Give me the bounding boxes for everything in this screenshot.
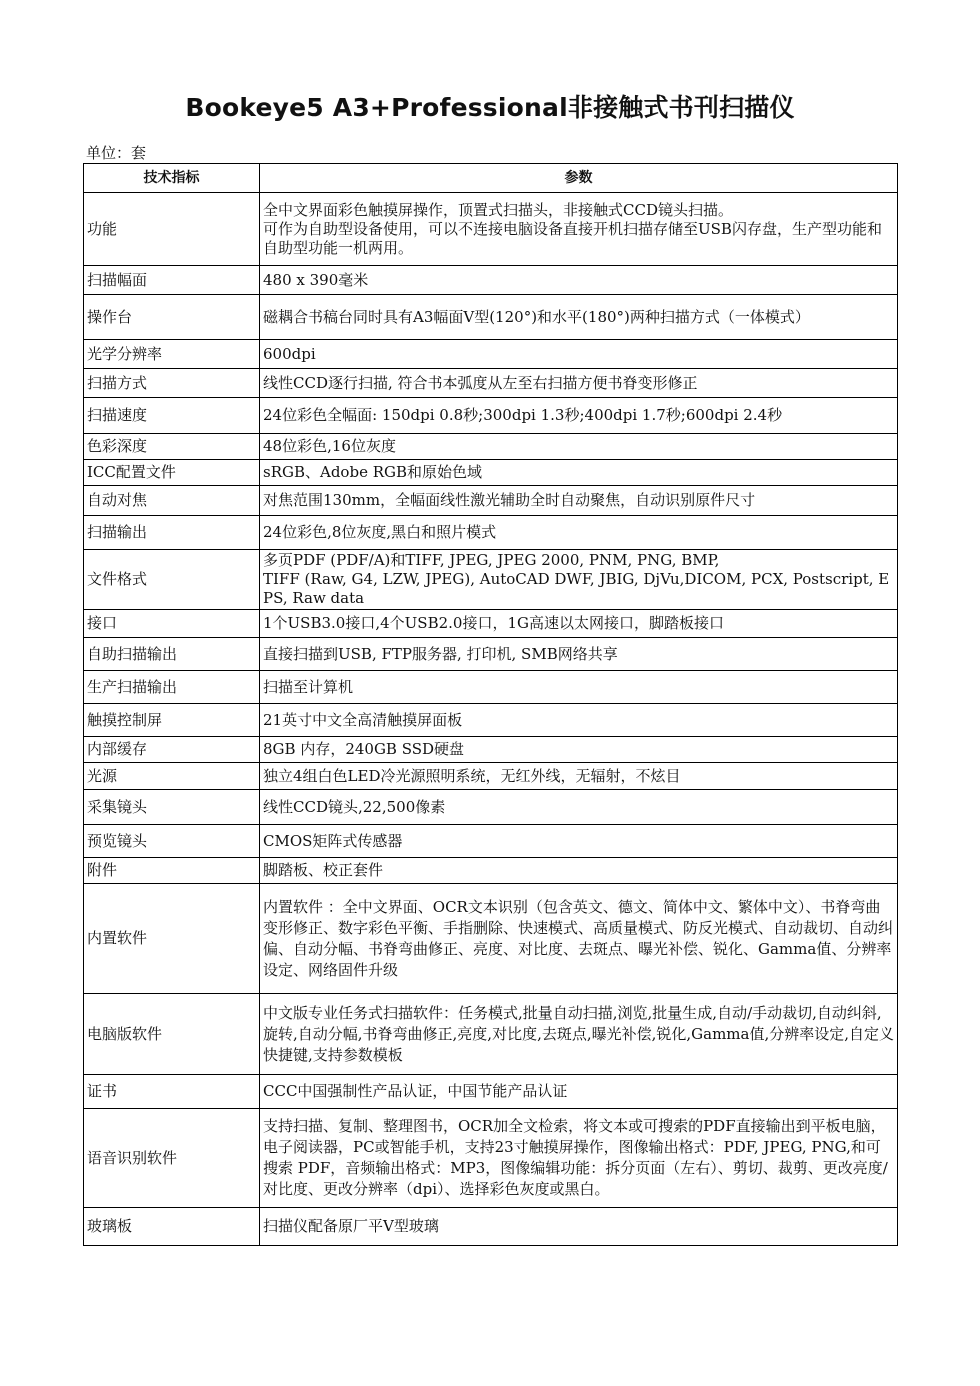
spec-table bbox=[83, 163, 898, 1246]
table-row bbox=[84, 763, 898, 790]
row-value: 线性CCD镜头,22,500像素 bbox=[260, 790, 898, 825]
row-label: 内部缓存 bbox=[84, 737, 260, 763]
table-row bbox=[84, 858, 898, 884]
header-parameter: 参数 bbox=[260, 164, 898, 193]
table-row bbox=[84, 486, 898, 516]
table-row bbox=[84, 340, 898, 369]
table-row bbox=[84, 516, 898, 550]
page-title: Bookeye5 A3+Professional非接触式书刊扫描仪 bbox=[185, 93, 795, 122]
row-label: 光源 bbox=[84, 763, 260, 790]
table-row bbox=[84, 790, 898, 825]
row-value: 24位彩色,8位灰度,黑白和照片模式 bbox=[260, 516, 898, 550]
row-label: 语音识别软件 bbox=[84, 1109, 260, 1208]
row-value: 中文版专业任务式扫描软件：任务模式,批量自动扫描,浏览,批量生成,自动/手动裁切,自动纠斜,旋转,自动分幅,书脊弯曲修正,亮度,对比度,去斑点,曝光补偿,锐化,Gamma值,分辨率设定,自定义快捷键,支持参数模板 bbox=[260, 994, 898, 1075]
table-row bbox=[84, 1109, 898, 1208]
row-value: 扫描仪配备原厂平V型玻璃 bbox=[260, 1208, 898, 1246]
table-row bbox=[84, 266, 898, 295]
header-indicator: 技术指标 bbox=[84, 164, 260, 193]
table-row bbox=[84, 638, 898, 671]
row-value: 扫描至计算机 bbox=[260, 671, 898, 704]
table-row bbox=[84, 994, 898, 1075]
row-label: 扫描速度 bbox=[84, 398, 260, 434]
row-label: 文件格式 bbox=[84, 550, 260, 610]
table-row bbox=[84, 1075, 898, 1109]
row-value: 48位彩色,16位灰度 bbox=[260, 434, 898, 460]
row-label: 功能 bbox=[84, 193, 260, 266]
row-value: 直接扫描到USB, FTP服务器, 打印机, SMB网络共享 bbox=[260, 638, 898, 671]
row-label: 扫描输出 bbox=[84, 516, 260, 550]
row-value: 1个USB3.0接口,4个USB2.0接口，1G高速以太网接口，脚踏板接口 bbox=[260, 610, 898, 638]
row-value: 磁耦合书稿台同时具有A3幅面V型(120°)和水平(180°)两种扫描方式（一体模式） bbox=[260, 295, 898, 340]
table-row bbox=[84, 884, 898, 994]
table-row bbox=[84, 460, 898, 486]
table-row bbox=[84, 671, 898, 704]
row-label: 采集镜头 bbox=[84, 790, 260, 825]
row-label: 证书 bbox=[84, 1075, 260, 1109]
table-header-row bbox=[84, 164, 898, 193]
row-value: 8GB 内存，240GB SSD硬盘 bbox=[260, 737, 898, 763]
row-label: 自助扫描输出 bbox=[84, 638, 260, 671]
row-label: ICC配置文件 bbox=[84, 460, 260, 486]
row-label: 接口 bbox=[84, 610, 260, 638]
row-label: 触摸控制屏 bbox=[84, 704, 260, 737]
row-label: 光学分辨率 bbox=[84, 340, 260, 369]
table-row bbox=[84, 825, 898, 858]
row-value: 脚踏板、校正套件 bbox=[260, 858, 898, 884]
row-label: 色彩深度 bbox=[84, 434, 260, 460]
row-value: 独立4组白色LED冷光源照明系统，无红外线，无辐射，不炫目 bbox=[260, 763, 898, 790]
row-value: 全中文界面彩色触摸屏操作，顶置式扫描头，非接触式CCD镜头扫描。 可作为自助型设备使用，可以不连接电脑设备直接开机扫描存储至USB闪存盘，生产型功能和自助型功能一机两用。 bbox=[260, 193, 898, 266]
row-label: 内置软件 bbox=[84, 884, 260, 994]
table-row bbox=[84, 193, 898, 266]
table-row bbox=[84, 737, 898, 763]
row-label: 玻璃板 bbox=[84, 1208, 260, 1246]
row-value: 内置软件 ：全中文界面、OCR文本识别（包含英文、德文、简体中文、繁体中文）、书脊弯曲变形修正、数字彩色平衡、手指删除、快速模式、高质量模式、防反光模式、自动裁切、自动纠偏、自动分幅、书脊弯曲修正、亮度、对比度、去斑点、曝光补偿、锐化、Gamma值、分辨率设定、网络固件升级 bbox=[260, 884, 898, 994]
row-value: 600dpi bbox=[260, 340, 898, 369]
table-row bbox=[84, 369, 898, 398]
row-label: 自动对焦 bbox=[84, 486, 260, 516]
row-value: 对焦范围130mm，全幅面线性激光辅助全时自动聚焦，自动识别原件尺寸 bbox=[260, 486, 898, 516]
row-value: 21英寸中文全高清触摸屏面板 bbox=[260, 704, 898, 737]
row-value: CMOS矩阵式传感器 bbox=[260, 825, 898, 858]
table-row bbox=[84, 295, 898, 340]
table-row bbox=[84, 610, 898, 638]
row-value: CCC中国强制性产品认证，中国节能产品认证 bbox=[260, 1075, 898, 1109]
row-value: 480 x 390毫米 bbox=[260, 266, 898, 295]
row-label: 电脑版软件 bbox=[84, 994, 260, 1075]
row-label: 扫描方式 bbox=[84, 369, 260, 398]
row-value: 多页PDF (PDF/A)和TIFF, JPEG, JPEG 2000, PNM, PNG, BMP, TIFF (Raw, G4, LZW, JPEG), AutoCAD DWF, JBIG, DjVu,DICOM, PCX, Postscript, EPS, Raw data bbox=[260, 550, 898, 610]
row-value: 24位彩色全幅面: 150dpi 0.8秒;300dpi 1.3秒;400dpi 1.7秒;600dpi 2.4秒 bbox=[260, 398, 898, 434]
row-label: 生产扫描输出 bbox=[84, 671, 260, 704]
table-row bbox=[84, 434, 898, 460]
table-row bbox=[84, 704, 898, 737]
row-label: 预览镜头 bbox=[84, 825, 260, 858]
row-value: sRGB、Adobe RGB和原始色域 bbox=[260, 460, 898, 486]
row-value: 线性CCD逐行扫描, 符合书本弧度从左至右扫描方便书脊变形修正 bbox=[260, 369, 898, 398]
row-label: 附件 bbox=[84, 858, 260, 884]
row-value: 支持扫描、复制、整理图书，OCR加全文检索，将文本或可搜索的PDF直接输出到平板电脑，电子阅读器，PC或智能手机，支持23寸触摸屏操作，图像输出格式：PDF, JPEG, PNG,和可搜索 PDF，音频输出格式：MP3，图像编辑功能：拆分页面（左右）、剪切、裁剪、更改亮度/对比度、更改分辨率（dpi）、选择彩色灰度或黑白。 bbox=[260, 1109, 898, 1208]
row-label: 操作台 bbox=[84, 295, 260, 340]
row-label: 扫描幅面 bbox=[84, 266, 260, 295]
table-row bbox=[84, 398, 898, 434]
table-row bbox=[84, 1208, 898, 1246]
unit-label: 单位：套 bbox=[86, 144, 147, 162]
table-row bbox=[84, 550, 898, 610]
